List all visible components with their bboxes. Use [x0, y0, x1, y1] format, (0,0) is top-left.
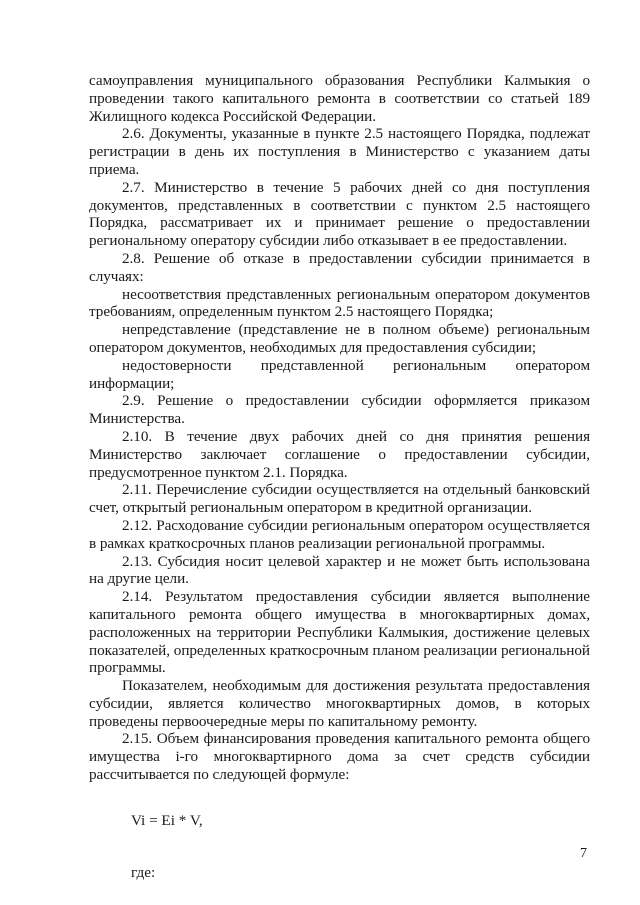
page-number: 7 — [580, 846, 587, 861]
formula: Vi = Ei * V, — [131, 811, 203, 829]
paragraph: 2.15. Объем финансирования проведения капитального ремонта общего имущества i-го многоквартирного дома за счет средств субсидии рассчитывается по следующей формуле: — [89, 730, 590, 784]
paragraph: недостоверности представленной региональным оператором информации; — [89, 356, 590, 392]
paragraph: 2.7. Министерство в течение 5 рабочих дней со дня поступления документов, представленных в соответствии с пунктом 2.5 настоящего Порядка, рассматривает их и принимает решение о предоставлении региональному оператору субсидии либо отказывает в ее предоставлении. — [89, 178, 590, 250]
paragraph: Показателем, необходимым для достижения результата предоставления субсидии, является количество многоквартирных домов, в которых проведены первоочередные меры по капитальному ремонту. — [89, 677, 590, 730]
paragraph: 2.9. Решение о предоставлении субсидии оформляется приказом Министерства. — [89, 392, 590, 428]
paragraph: 2.11. Перечисление субсидии осуществляется на отдельный банковский счет, открытый региональным оператором в кредитной организации. — [89, 481, 590, 517]
paragraph: несоответствия представленных региональным оператором документов требованиям, определенным пунктом 2.5 настоящего Порядка; — [89, 285, 590, 321]
paragraph: 2.13. Субсидия носит целевой характер и не может быть использована на другие цели. — [89, 552, 590, 588]
paragraph: самоуправления муниципального образования Республики Калмыкия о проведении такого капитального ремонта в соответствии со статьей 189 Жилищного кодекса Российской Федерации. — [89, 72, 590, 125]
formula-where-label: где: — [131, 863, 156, 881]
paragraph: 2.10. В течение двух рабочих дней со дня принятия решения Министерство заключает соглашение о предоставлении субсидии, предусмотренное пунктом 2.1. Порядка. — [89, 427, 590, 481]
body-text — [89, 72, 590, 784]
paragraph: непредставление (представление не в полном объеме) региональным оператором документов, необходимых для предоставления субсидии; — [89, 321, 590, 356]
paragraph: 2.6. Документы, указанные в пункте 2.5 настоящего Порядка, подлежат регистрации в день их поступления в Министерство с указанием даты приема. — [89, 125, 590, 178]
paragraph: 2.8. Решение об отказе в предоставлении субсидии принимается в случаях: — [89, 249, 590, 285]
paragraph: 2.14. Результатом предоставления субсидии является выполнение капитального ремонта общего имущества в многоквартирных домах, расположенных на территории Республики Калмыкия, достижение целевых показателей, определенных краткосрочным планом реализации региональной программы. — [89, 588, 590, 677]
paragraph: 2.12. Расходование субсидии региональным оператором осуществляется в рамках краткосрочных планов реализации региональной программы. — [89, 516, 590, 552]
